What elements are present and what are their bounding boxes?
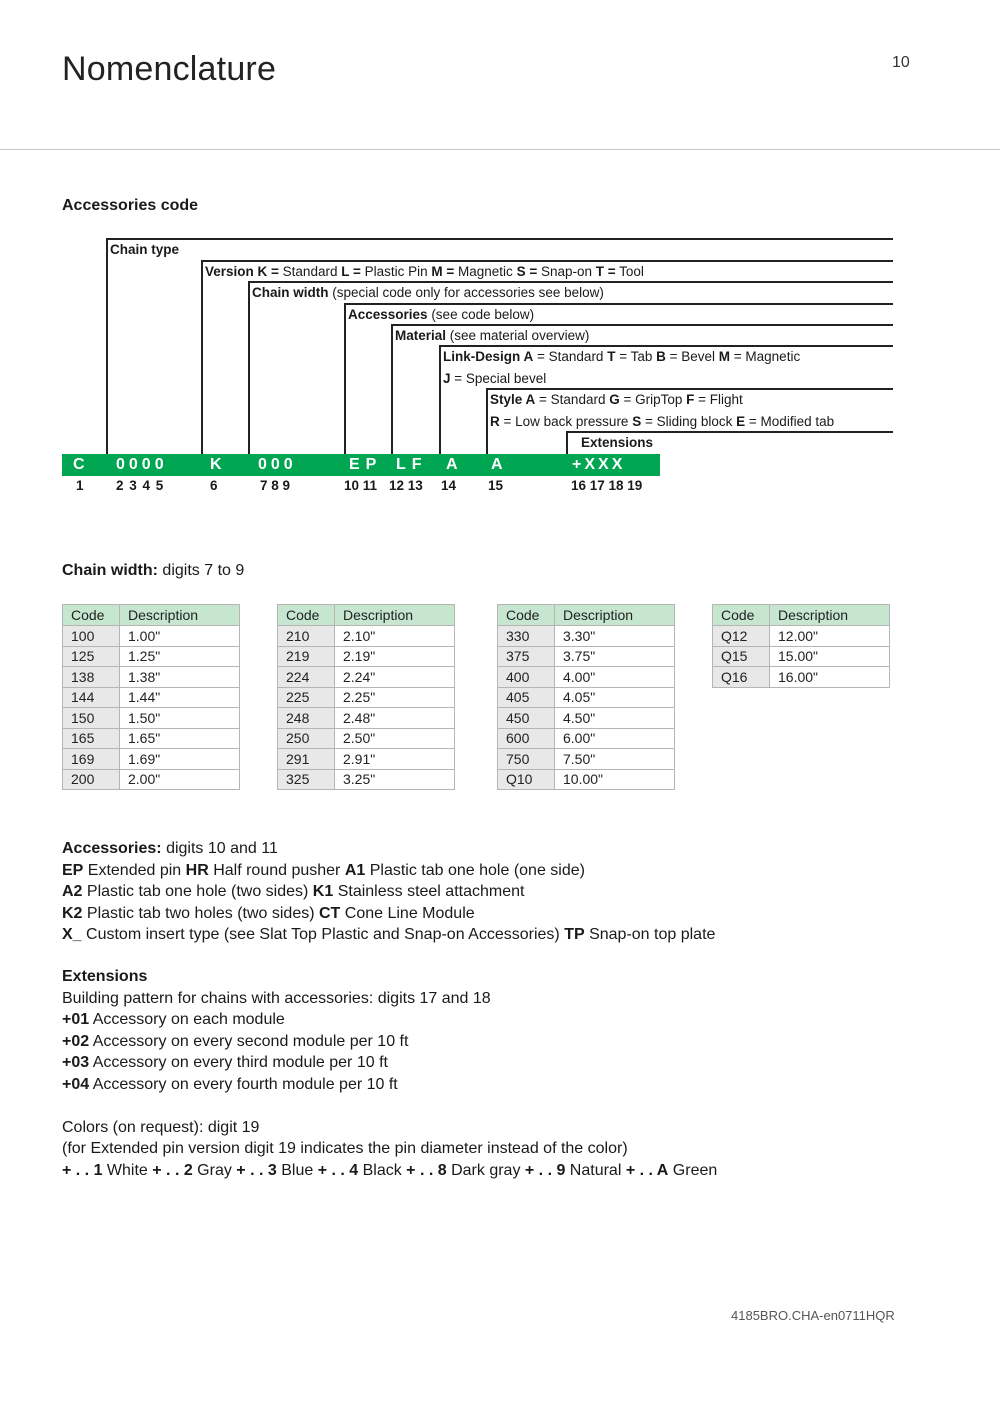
digit-label: 16 17 18 19 [571, 478, 643, 493]
table-row [498, 646, 675, 667]
code-char: EP [349, 456, 383, 473]
description-cell: 4.00" [555, 667, 675, 688]
text-run: Extended pin [83, 861, 186, 879]
bold-run: + . . 1 [62, 1161, 103, 1179]
label-style-2: R = Low back pressure S = Sliding block E = Modified tab [490, 414, 835, 429]
code-char: 0000 [116, 456, 168, 473]
code-char: LF [396, 456, 428, 473]
label-chain-type: Chain type [110, 242, 180, 257]
line-chain-type [106, 238, 108, 454]
bold-run: A2 [62, 883, 83, 900]
bold-run: +04 [62, 1075, 90, 1093]
table-row [63, 687, 240, 708]
label-style: Style A = Standard G = GripTop F = Flight [490, 392, 743, 407]
description-cell: 3.75" [555, 646, 675, 667]
code-char: A [491, 456, 507, 473]
text-run: Black [358, 1161, 407, 1179]
table-row [63, 626, 240, 647]
code-cell: 144 [63, 687, 120, 708]
column-header: Code [498, 605, 555, 626]
text-run: Plastic tab one hole (two sides) [82, 883, 313, 900]
description-cell: 2.25" [335, 687, 455, 708]
table-row [498, 667, 675, 688]
code-cell: Q16 [713, 667, 770, 688]
line-extensions [566, 431, 568, 454]
table-row [63, 708, 240, 729]
description-cell: 2.48" [335, 708, 455, 729]
code-char: K [210, 456, 226, 473]
line-accessories [344, 303, 346, 454]
text-run: Cone Line Module [340, 904, 475, 922]
extensions-heading: Extensions [62, 968, 148, 985]
description-cell: 1.69" [120, 749, 240, 770]
chain-width-table [277, 604, 455, 790]
label-link-design-2: J = Special bevel [443, 371, 547, 386]
table-row [278, 667, 455, 688]
column-header: Code [278, 605, 335, 626]
bold-run: TP [564, 926, 585, 943]
code-cell: 248 [278, 708, 335, 729]
text-run: Plastic tab two holes (two sides) [82, 904, 319, 922]
column-header: Description [770, 605, 890, 626]
bold-run: + . . 8 [406, 1161, 447, 1179]
hline-chain-type [106, 238, 893, 240]
bold-run: + . . 9 [524, 1161, 566, 1179]
code-cell: 250 [278, 728, 335, 749]
description-cell: 2.10" [335, 626, 455, 647]
description-cell: 2.19" [335, 646, 455, 667]
description-cell: 1.50" [120, 708, 240, 729]
description-cell: 1.38" [120, 667, 240, 688]
text-run: White [102, 1161, 153, 1179]
description-cell: 1.44" [120, 687, 240, 708]
chain-width-table [497, 604, 675, 790]
code-cell: 330 [498, 626, 555, 647]
table-row [63, 749, 240, 770]
document-code: 4185BRO.CHA-en0711HQR [731, 1308, 895, 1323]
description-cell: 2.00" [120, 769, 240, 790]
hline-material [391, 324, 893, 326]
hline-link-design [439, 345, 893, 347]
line-link-design [439, 345, 441, 454]
text-run: Accessory on every third module per 10 ft [89, 1054, 388, 1071]
text-run: Accessory on each module [89, 1011, 285, 1028]
column-header: Code [713, 605, 770, 626]
description-cell: 15.00" [770, 646, 890, 667]
table-row [63, 646, 240, 667]
hline-accessories [344, 303, 893, 305]
text-run: Green [668, 1161, 718, 1179]
digit-label: 10 11 [344, 478, 378, 493]
table-row [713, 646, 890, 667]
table-row [278, 769, 455, 790]
bold-run: X_ [62, 926, 82, 943]
digit-label: 14 [441, 478, 457, 493]
label-material: Material (see material overview) [395, 328, 590, 343]
bold-run: +02 [62, 1032, 90, 1050]
hline-extensions [566, 431, 893, 433]
table-row [498, 769, 675, 790]
accessories-section [62, 838, 715, 946]
table-header-row [713, 605, 890, 626]
table-row [713, 667, 890, 688]
code-cell: 100 [63, 626, 120, 647]
bold-run: + . . A [625, 1161, 669, 1179]
code-cell: 138 [63, 667, 120, 688]
line-style [486, 388, 488, 454]
code-cell: 169 [63, 749, 120, 770]
description-cell: 7.50" [555, 749, 675, 770]
bold-run: + . . 3 [236, 1161, 277, 1179]
accessories-line [62, 903, 715, 925]
chain-width-heading: Chain width: digits 7 to 9 [62, 562, 245, 579]
code-cell: 600 [498, 728, 555, 749]
column-header: Description [555, 605, 675, 626]
extension-item [62, 1052, 717, 1074]
table-row [63, 728, 240, 749]
column-header: Description [120, 605, 240, 626]
table-row [498, 708, 675, 729]
code-char: A [446, 456, 462, 473]
digit-label: 6 [210, 478, 218, 493]
text-run: Half round pusher [208, 861, 345, 879]
label-accessories: Accessories (see code below) [348, 307, 535, 322]
text-run: Gray [192, 1161, 237, 1179]
accessories-line [62, 881, 715, 903]
code-cell: Q12 [713, 626, 770, 647]
table-row [278, 749, 455, 770]
description-cell: 2.91" [335, 749, 455, 770]
description-cell: 1.65" [120, 728, 240, 749]
code-char: 000 [258, 456, 297, 473]
code-cell: 450 [498, 708, 555, 729]
colors-line: Colors (on request): digit 19 [62, 1118, 260, 1136]
code-cell: 291 [278, 749, 335, 770]
bold-run: EP [62, 861, 84, 879]
code-cell: 405 [498, 687, 555, 708]
line-version [201, 260, 203, 454]
accessories-heading: Accessories: digits 10 and 11 [62, 840, 278, 857]
description-cell: 1.00" [120, 626, 240, 647]
digit-label: 1 [76, 478, 84, 493]
code-cell: 165 [63, 728, 120, 749]
code-char: C [73, 456, 89, 473]
label-chain-width: Chain width (special code only for accessories see below) [252, 285, 604, 300]
hline-chain-width [248, 281, 893, 283]
table-header-row [498, 605, 675, 626]
bold-run: A1 [344, 861, 366, 879]
text-run: Dark gray [446, 1161, 525, 1179]
text-run: Snap-on top plate [584, 926, 716, 943]
description-cell: 6.00" [555, 728, 675, 749]
table-row [498, 749, 675, 770]
code-cell: 125 [63, 646, 120, 667]
bold-run: K2 [62, 904, 83, 922]
text-run: Accessory on every second module per 10 ft [89, 1032, 409, 1050]
table-row [713, 626, 890, 647]
text-run: Stainless steel attachment [333, 883, 525, 900]
description-cell: 4.50" [555, 708, 675, 729]
digit-label: 2 3 4 5 [116, 478, 164, 493]
text-run: Accessory on every fourth module per 10 ft [89, 1075, 398, 1093]
header-divider [0, 149, 1000, 150]
bold-run: + . . 4 [317, 1161, 359, 1179]
chain-width-table [712, 604, 890, 688]
code-cell: Q10 [498, 769, 555, 790]
description-cell: 2.50" [335, 728, 455, 749]
bold-run: K1 [312, 883, 334, 900]
line-material [391, 324, 393, 454]
digit-label: 7 8 9 [260, 478, 291, 493]
code-diagram [0, 230, 1000, 510]
accessories-line [62, 860, 715, 882]
description-cell: 10.00" [555, 769, 675, 790]
table-row [278, 687, 455, 708]
extension-item [62, 1009, 717, 1031]
code-cell: 210 [278, 626, 335, 647]
code-cell: 224 [278, 667, 335, 688]
code-cell: 325 [278, 769, 335, 790]
table-row [278, 708, 455, 729]
description-cell: 16.00" [770, 667, 890, 688]
hline-style [486, 388, 893, 390]
colors-codes [62, 1160, 717, 1182]
description-cell: 3.25" [335, 769, 455, 790]
table-header-row [63, 605, 240, 626]
bold-run: + . . 2 [152, 1161, 193, 1179]
digit-label: 12 13 [389, 478, 423, 493]
accessories-code-heading: Accessories code [62, 197, 199, 214]
bold-run: HR [185, 861, 209, 879]
table-row [63, 769, 240, 790]
table-row [278, 728, 455, 749]
hline-version [201, 260, 893, 262]
extension-item [62, 1074, 717, 1096]
label-extensions: Extensions [581, 435, 654, 450]
extensions-section [62, 966, 717, 1181]
code-cell: 219 [278, 646, 335, 667]
chain-width-table [62, 604, 240, 790]
digit-label: 15 [488, 478, 504, 493]
text-run: Blue [276, 1161, 318, 1179]
column-header: Description [335, 605, 455, 626]
line-chain-width [248, 281, 250, 454]
table-row [278, 646, 455, 667]
description-cell: 12.00" [770, 626, 890, 647]
code-cell: 150 [63, 708, 120, 729]
bold-run: CT [319, 904, 341, 922]
label-link-design: Link-Design A = Standard T = Tab B = Bevel M = Magnetic [443, 349, 801, 364]
extension-item [62, 1031, 717, 1053]
description-cell: 1.25" [120, 646, 240, 667]
code-cell: 400 [498, 667, 555, 688]
accessories-line [62, 924, 715, 946]
code-cell: 225 [278, 687, 335, 708]
code-cell: 750 [498, 749, 555, 770]
bold-run: +03 [62, 1054, 90, 1071]
text-run: Plastic tab one hole (one side) [365, 861, 585, 879]
table-row [63, 667, 240, 688]
code-cell: 200 [63, 769, 120, 790]
table-header-row [278, 605, 455, 626]
column-header: Code [63, 605, 120, 626]
code-cell: Q15 [713, 646, 770, 667]
table-row [278, 626, 455, 647]
colors-note: (for Extended pin version digit 19 indicates the pin diameter instead of the color) [62, 1140, 628, 1157]
table-row [498, 626, 675, 647]
page-title: Nomenclature [62, 50, 277, 88]
code-cell: 375 [498, 646, 555, 667]
description-cell: 2.24" [335, 667, 455, 688]
description-cell: 4.05" [555, 687, 675, 708]
table-row [498, 687, 675, 708]
description-cell: 3.30" [555, 626, 675, 647]
page-number: 10 [892, 54, 910, 71]
text-run: Custom insert type (see Slat Top Plastic and Snap-on Accessories) [81, 926, 565, 943]
label-version: Version K = Standard L = Plastic Pin M = Magnetic S = Snap-on T = Tool [205, 264, 644, 279]
extensions-intro: Building pattern for chains with accessories: digits 17 and 18 [62, 989, 491, 1007]
bold-run: +01 [62, 1011, 90, 1028]
code-char: +XXX [572, 456, 626, 473]
table-row [498, 728, 675, 749]
text-run: Natural [565, 1161, 626, 1179]
